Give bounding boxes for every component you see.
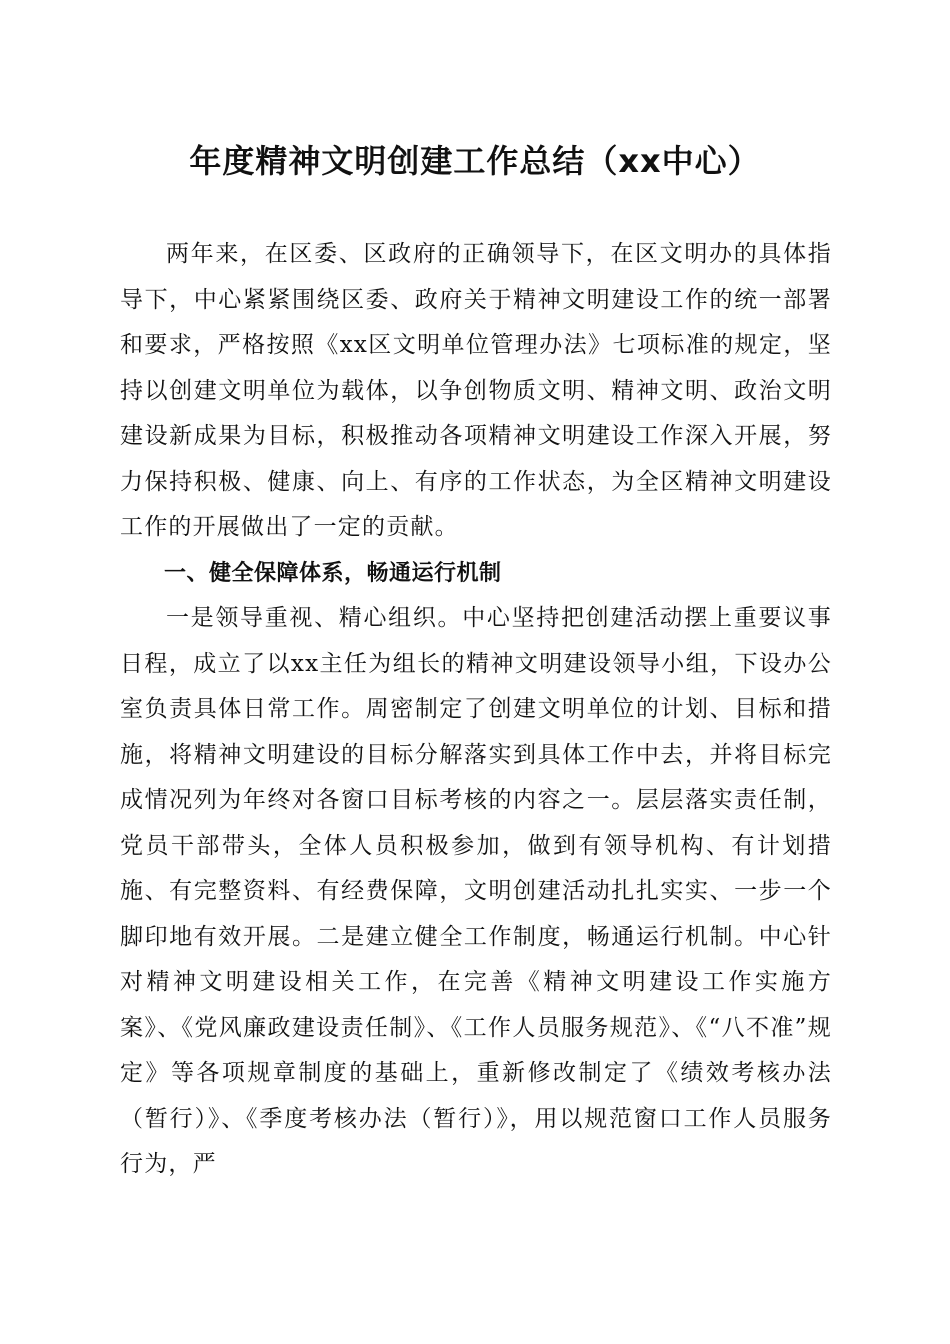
document-body bbox=[120, 232, 832, 1188]
document-title: 年度精神文明创建工作总结（xx中心） bbox=[189, 142, 761, 180]
section-heading-1: 一、健全保障体系，畅通运行机制 bbox=[164, 560, 502, 586]
section-1-paragraph: 一是领导重视、精心组织。中心坚持把创建活动摆上重要议事日程，成立了以xx主任为组长的精神文明建设领导小组，下设办公室负责具体日常工作。周密制定了创建文明单位的计划、目标和措施，将精神文明建设的目标分解落实到具体工作中去，并将目标完成情况列为年终对各窗口目标考核的内容之一。层层落实责任制，党员干部带头，全体人员积极参加，做到有领导机构、有计划措施、有完整资料、有经费保障，文明创建活动扎扎实实、一步一个脚印地有效开展。二是建立健全工作制度，畅通运行机制。中心针对精神文明建设相关工作，在完善《精神文明建设工作实施方案》、《党风廉政建设责任制》、《工作人员服务规范》、《“八不准”规定》等各项规章制度的基础上，重新修改制定了《绩效考核办法（暂行）》、《季度考核办法（暂行）》，用以规范窗口工作人员服务行为，严 bbox=[120, 605, 832, 1177]
intro-paragraph: 两年来，在区委、区政府的正确领导下，在区文明办的具体指导下，中心紧紧围绕区委、政府关于精神文明建设工作的统一部署和要求，严格按照《xx区文明单位管理办法》七项标准的规定，坚持以创建文明单位为载体，以争创物质文明、精神文明、政治文明建设新成果为目标，积极推动各项精神文明建设工作深入开展，努力保持积极、健康、向上、有序的工作状态，为全区精神文明建设工作的开展做出了一定的贡献。 bbox=[120, 241, 832, 540]
